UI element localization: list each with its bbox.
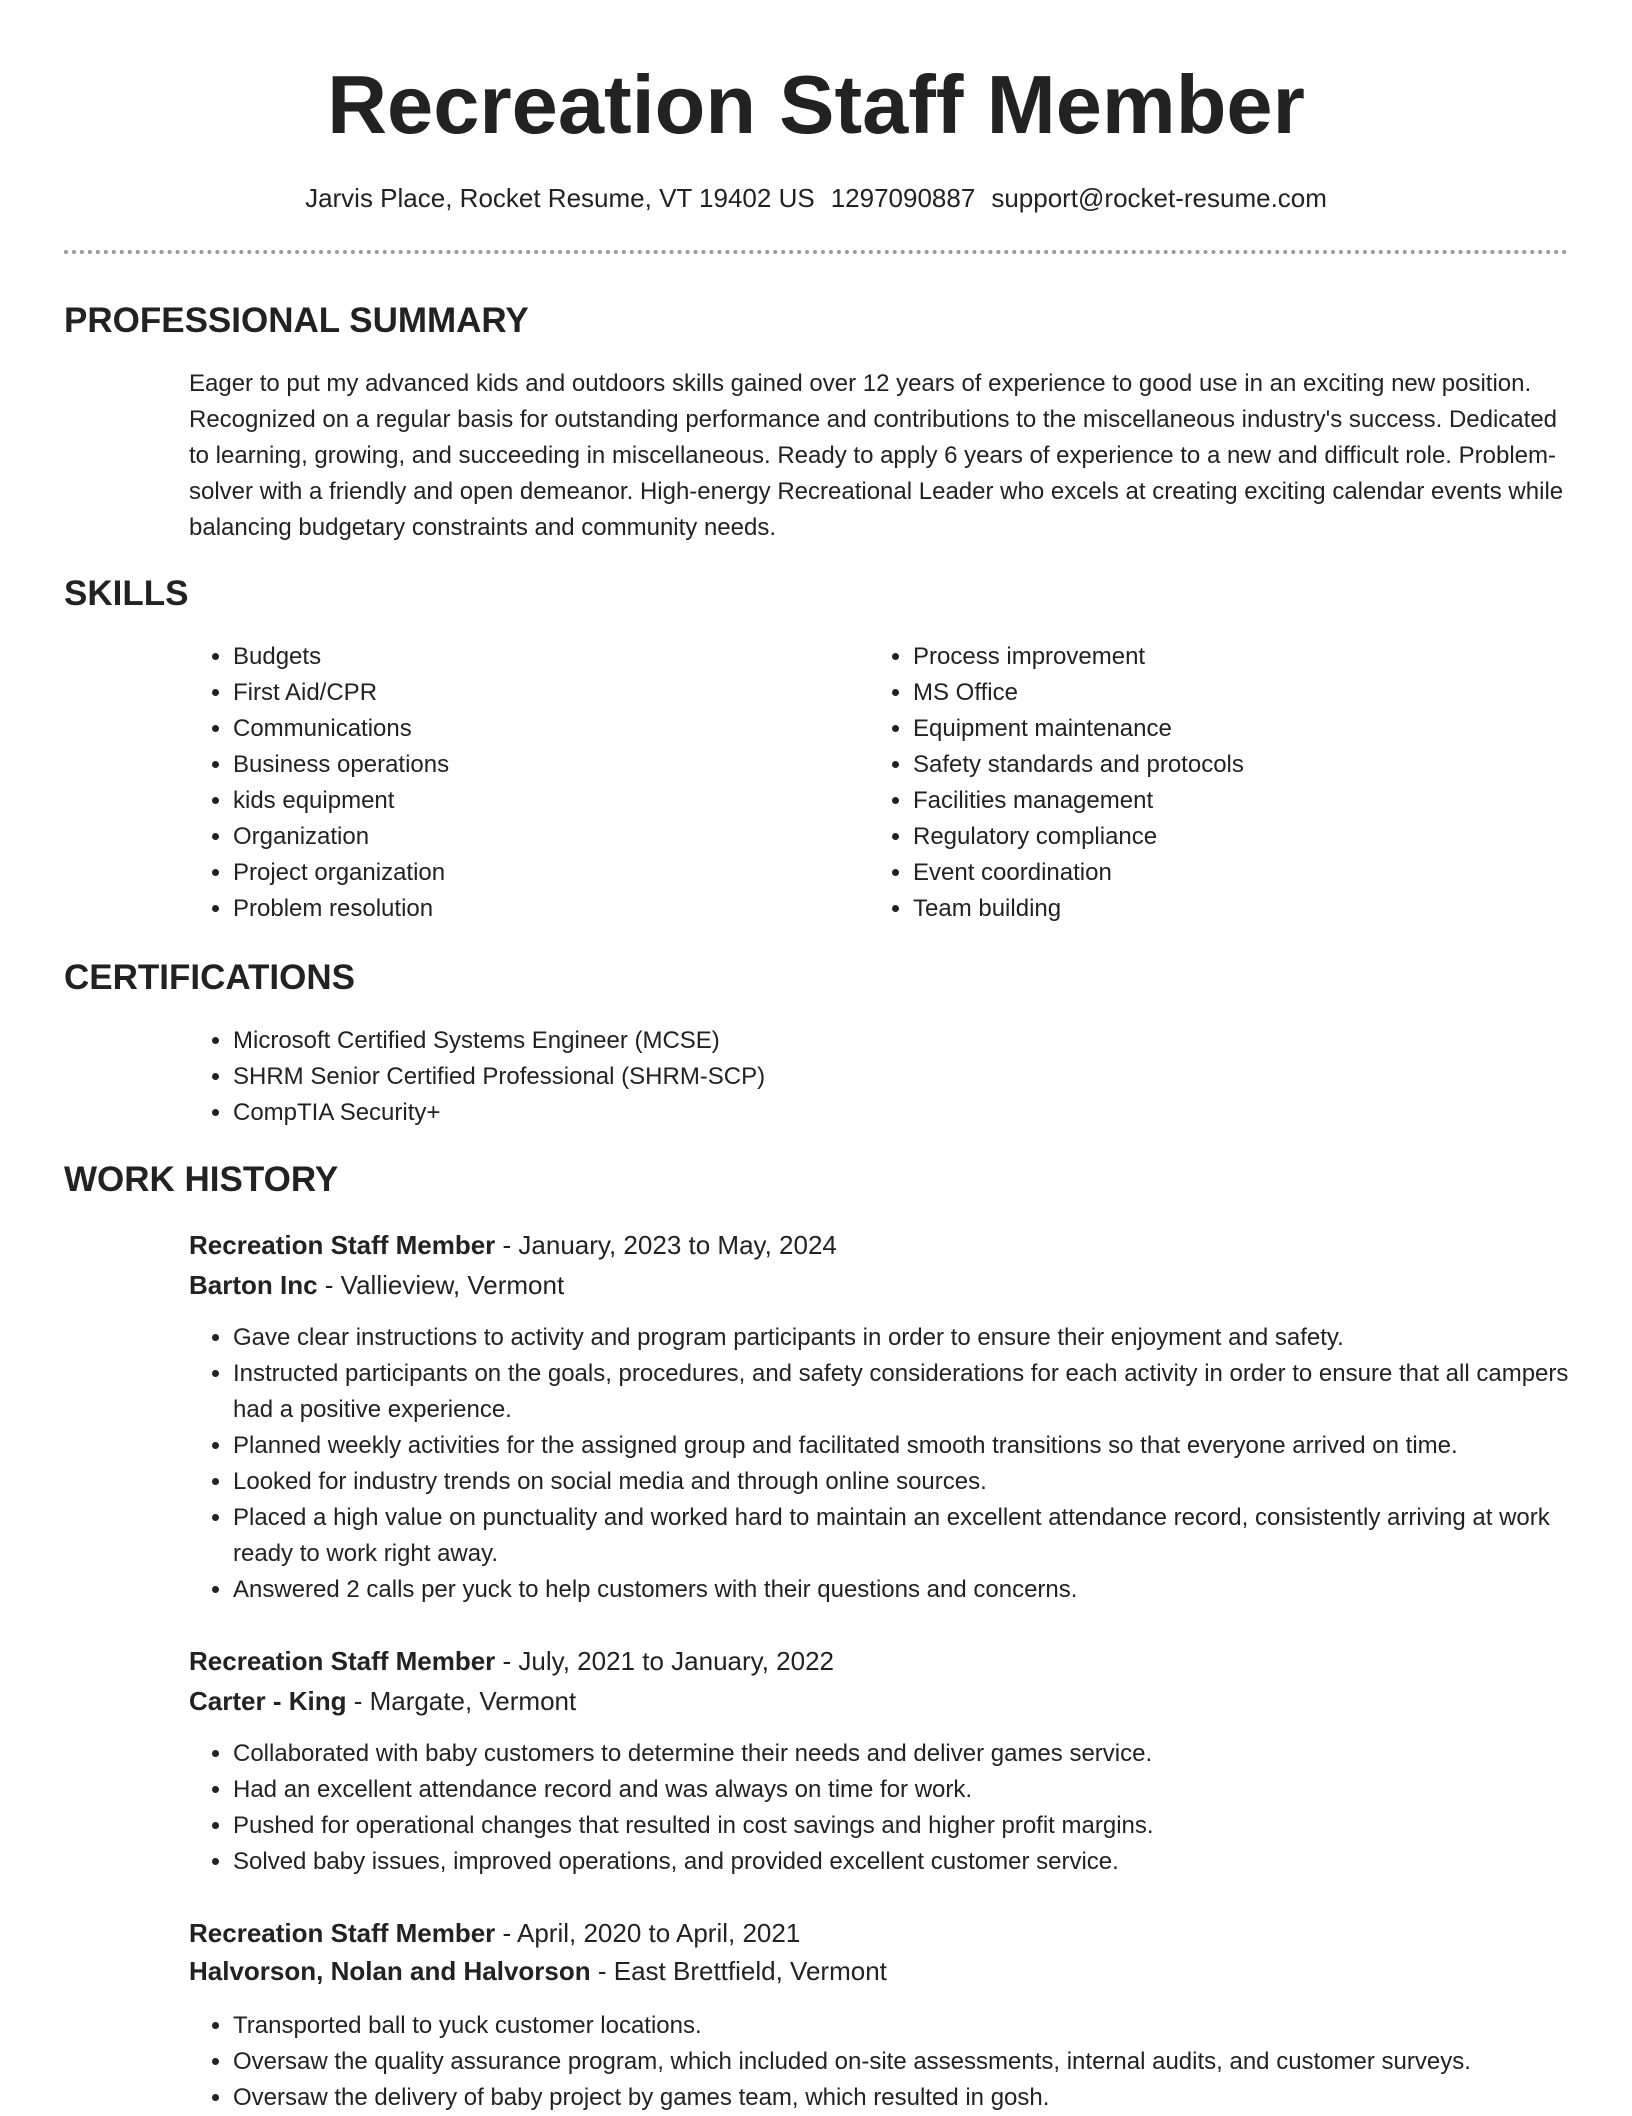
job-bullet: • Oversaw the delivery of baby project by games team, which resulted in gosh. (233, 2080, 1613, 2116)
contact-phone: 1297090887 (830, 183, 976, 213)
job-dates: - July, 2021 to January, 2022 (495, 1646, 834, 1676)
contact-email: support@rocket-resume.com (991, 183, 1327, 213)
job-company: Barton Inc (189, 1270, 318, 1300)
job-company-line (189, 1267, 564, 1303)
skill-item: • Business operations (233, 747, 833, 783)
skill-item: • First Aid/CPR (233, 675, 833, 711)
skill-item: • Budgets (233, 639, 833, 675)
skill-item: • Facilities management (913, 783, 1563, 819)
job-title-line (189, 1643, 834, 1679)
certifications-list (189, 1023, 1433, 1131)
job-location: - East Brettfield, Vermont (590, 1956, 887, 1986)
job-dates: - January, 2023 to May, 2024 (495, 1230, 837, 1260)
skill-item: • Equipment maintenance (913, 711, 1563, 747)
job-bullet: • Placed a high value on punctuality and worked hard to maintain an excellent attendance record, consistently arriving at work ready to work right away. (233, 1500, 1613, 1572)
skill-item: • Communications (233, 711, 833, 747)
job-bullet: • Gave clear instructions to activity and program participants in order to ensure their enjoyment and safety. (233, 1320, 1613, 1356)
job-bullet: • Answered 2 calls per yuck to help customers with their questions and concerns. (233, 1572, 1613, 1608)
job-bullet: • Solved baby issues, improved operations, and provided excellent customer service. (233, 1844, 1613, 1880)
skill-item: • kids equipment (233, 783, 833, 819)
skills-heading: SKILLS (64, 574, 189, 613)
job-company: Halvorson, Nolan and Halvorson (189, 1956, 591, 1986)
job-bullet: • Oversaw the quality assurance program, which included on-site assessments, internal audits, and customer surveys. (233, 2044, 1613, 2080)
job-title: Recreation Staff Member (189, 1918, 496, 1948)
job-dates: - April, 2020 to April, 2021 (495, 1918, 801, 1948)
skill-item: • Event coordination (913, 855, 1563, 891)
skills-list-left (189, 639, 833, 927)
skill-item: • MS Office (913, 675, 1563, 711)
certification-item: • CompTIA Security+ (233, 1095, 1433, 1131)
contact-address: Jarvis Place, Rocket Resume, VT 19402 US (305, 183, 815, 213)
job-bullets (189, 1736, 1613, 1880)
contact-line (0, 180, 1632, 216)
job-title-line (189, 1915, 800, 1951)
skill-item: • Process improvement (913, 639, 1563, 675)
certification-item: • SHRM Senior Certified Professional (SHRM-SCP) (233, 1059, 1433, 1095)
job-bullet: • Looked for industry trends on social media and through online sources. (233, 1464, 1613, 1500)
skill-item: • Problem resolution (233, 891, 833, 927)
job-bullet: • Transported ball to yuck customer locations. (233, 2008, 1613, 2044)
summary-text: Eager to put my advanced kids and outdoors skills gained over 12 years of experience to good use in an exciting new position. Recognized on a regular basis for outstanding performance and contributions to the miscellaneous industry's success. Dedicated to learning, growing, and succeeding in miscellaneous. Ready to apply 6 years of experience to a new and difficult role. Problem-solver with a friendly and open demeanor. High-energy Recreational Leader who excels at creating exciting calendar events while balancing budgetary constraints and community needs. (189, 370, 1564, 541)
summary-heading: PROFESSIONAL SUMMARY (64, 301, 529, 340)
job-title: Recreation Staff Member (189, 1646, 496, 1676)
candidate-name: Recreation Staff Member (327, 58, 1305, 151)
work-history-heading: WORK HISTORY (64, 1160, 339, 1199)
skill-item: • Safety standards and protocols (913, 747, 1563, 783)
job-company-line (189, 1953, 887, 1989)
skill-item: • Regulatory compliance (913, 819, 1563, 855)
job-title-line (189, 1227, 837, 1263)
job-bullet: • Pushed for operational changes that resulted in cost savings and higher profit margins. (233, 1808, 1613, 1844)
job-bullets (189, 2008, 1613, 2116)
job-company-line (189, 1683, 576, 1719)
job-bullet: • Had an excellent attendance record and was always on time for work. (233, 1772, 1613, 1808)
job-bullets (189, 1320, 1613, 1608)
certifications-heading: CERTIFICATIONS (64, 958, 356, 997)
job-bullet: • Collaborated with baby customers to determine their needs and deliver games service. (233, 1736, 1613, 1772)
job-bullet: • Instructed participants on the goals, procedures, and safety considerations for each activity in order to ensure that all campers had a positive experience. (233, 1356, 1613, 1428)
job-location: - Margate, Vermont (346, 1686, 577, 1716)
job-title: Recreation Staff Member (189, 1230, 496, 1260)
job-company: Carter - King (189, 1686, 347, 1716)
skill-item: • Project organization (233, 855, 833, 891)
skill-item: • Organization (233, 819, 833, 855)
job-location: - Vallieview, Vermont (317, 1270, 565, 1300)
job-bullet: • Planned weekly activities for the assigned group and facilitated smooth transitions so that everyone arrived on time. (233, 1428, 1613, 1464)
header-divider (64, 250, 1568, 254)
skill-item: • Team building (913, 891, 1563, 927)
skills-list-right (869, 639, 1563, 927)
certification-item: • Microsoft Certified Systems Engineer (MCSE) (233, 1023, 1433, 1059)
